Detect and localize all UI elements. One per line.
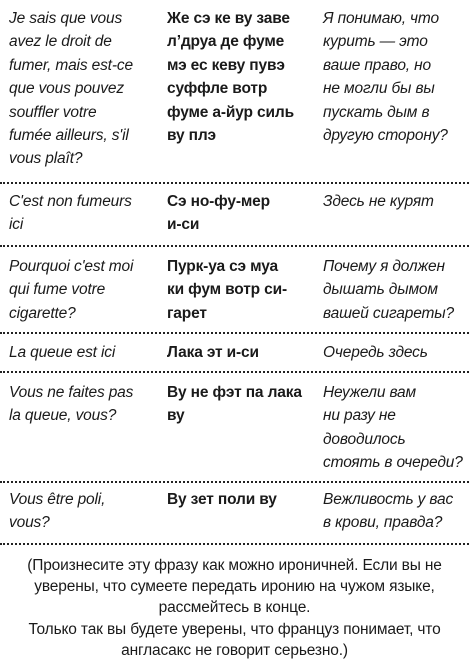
russian-translation: Я понимаю, что курить — это ваше право, но не могли бы вы пускать дым в другую сторону? — [323, 10, 448, 145]
russian-translation: Здесь не курят — [323, 193, 434, 210]
row-separator — [0, 543, 469, 545]
row-separator — [0, 245, 469, 247]
russian-translation: Почему я должен дышать дымом вашей сигареты? — [323, 258, 454, 322]
french-phrase: Pourquoi c'est moi qui fume votre cigarette? — [9, 258, 134, 322]
french-phrase: C'est non fumeurs ici — [9, 193, 132, 234]
transcription: Же сэ ке ву заве л’друа де фуме мэ ес кеву пувэ суффле вотр фуме а-йур силь ву плэ — [167, 10, 294, 145]
french-phrase: Vous être poli, vous? — [9, 491, 106, 532]
russian-translation: Неужели вам ни разу не доводилось стоять в очереди? — [323, 384, 463, 472]
french-phrase: La queue est ici — [9, 344, 116, 361]
transcription: Ву не фэт па лака ву — [167, 384, 302, 425]
row-separator — [0, 182, 469, 184]
french-phrase: Je sais que vous avez le droit de fumer, mais est-ce que vous pouvez souffler votre fumée ailleurs, s'il vous plaît? — [9, 10, 133, 168]
row-separator — [0, 371, 469, 373]
french-phrase: Vous ne faites pas la queue, vous? — [9, 384, 134, 425]
transcription: Лака эт и-си — [167, 344, 259, 361]
footnote: (Произнесите эту фразу как можно ироничней. Если вы не уверены, что сумеете передать иронию на чужом языке, рассмейтесь в конце. Только так вы будете уверены, что француз понимает, что англасакс не говорит серьезно.) — [27, 557, 442, 659]
row-separator — [0, 332, 469, 334]
row-separator — [0, 481, 469, 483]
transcription: Ву зет поли ву — [167, 491, 277, 508]
transcription: Сэ но-фу-мер и-си — [167, 193, 270, 234]
transcription: Пурк-уа сэ муа ки фум вотр си- гарет — [167, 258, 287, 322]
russian-translation: Вежливость у вас в крови, правда? — [323, 491, 454, 532]
russian-translation: Очередь здесь — [323, 344, 428, 361]
